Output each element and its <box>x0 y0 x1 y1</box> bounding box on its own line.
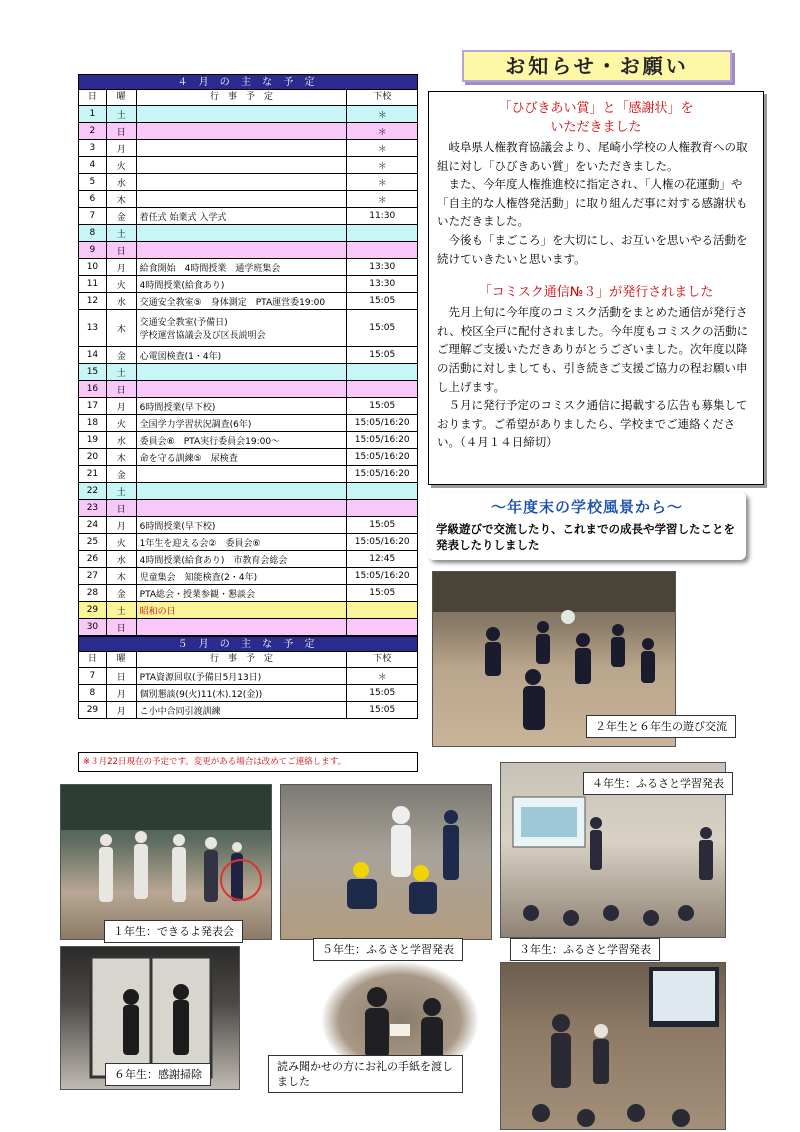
schedule-row <box>78 398 418 415</box>
row-event <box>137 685 348 701</box>
schedule-row <box>78 347 418 364</box>
col-event: 行 事 予 定 <box>137 90 348 105</box>
schedule-row <box>78 568 418 585</box>
row-event-text: 4時間授業(給食あり) <box>139 280 225 291</box>
april-header: ４ 月 の 主 な 予 定 <box>78 74 418 90</box>
row-event <box>137 551 348 567</box>
row-day: 30 <box>79 619 107 635</box>
schedule-row <box>78 191 418 208</box>
row-dismiss-time: 15:05 <box>369 705 396 715</box>
comisk-title: 「コミスク通信№３」が発行されました <box>478 285 714 301</box>
row-event <box>137 242 348 258</box>
row-dismiss-time: 15:05 <box>369 323 396 333</box>
col-day: 日 <box>79 90 107 105</box>
photo-grade1 <box>60 784 272 940</box>
schedule-row <box>78 449 418 466</box>
row-event <box>137 415 348 431</box>
row-dismiss-time: 15:05/16:20 <box>354 571 410 581</box>
row-event-text: PTA資源回収(予備日5月13日) <box>139 672 262 683</box>
row-event-text: 着任式 始業式 入学式 <box>139 212 227 223</box>
photo-grade5 <box>280 784 492 940</box>
row-event <box>137 191 348 207</box>
schedule-row <box>78 208 418 225</box>
photo-grade3 <box>500 962 726 1130</box>
row-day: 8 <box>79 225 107 241</box>
row-day: 13 <box>79 310 107 346</box>
row-day: 24 <box>79 517 107 533</box>
row-event <box>137 225 348 241</box>
schedule-row <box>78 174 418 191</box>
row-day: 11 <box>79 276 107 292</box>
row-weekday: 日 <box>107 500 137 516</box>
row-day: 2 <box>79 123 107 139</box>
row-event <box>137 534 348 550</box>
row-event <box>137 500 348 516</box>
row-weekday: 木 <box>107 568 137 584</box>
row-dismiss-time: ＊ <box>377 144 387 155</box>
schedule-row <box>78 551 418 568</box>
row-event <box>137 259 348 275</box>
row-dismiss-time: 13:30 <box>369 262 396 272</box>
scenes-banner <box>428 492 746 560</box>
row-weekday: 日 <box>107 668 137 684</box>
row-day: 20 <box>79 449 107 465</box>
row-weekday: 日 <box>107 242 137 258</box>
schedule-row <box>78 140 418 157</box>
row-event <box>137 398 348 414</box>
row-dismiss-time: 12:45 <box>369 554 396 564</box>
row-weekday: 日 <box>107 123 137 139</box>
schedule-row <box>78 685 418 702</box>
row-dismiss-time: 15:05 <box>369 296 396 306</box>
schedule-row <box>78 432 418 449</box>
scenes-title: ～年度末の学校風景から～ <box>490 498 683 516</box>
caption-grade6: ６年生：感謝掃除 <box>105 1063 211 1086</box>
row-day: 15 <box>79 364 107 380</box>
row-dismiss-time: 15:05/16:20 <box>354 537 410 547</box>
scenes-subtitle: 学級遊びで交流したり、これまでの成長や学習したことを発表したりしました <box>436 522 735 552</box>
row-weekday: 水 <box>107 174 137 190</box>
row-weekday: 木 <box>107 449 137 465</box>
row-day: 26 <box>79 551 107 567</box>
col-event: 行 事 予 定 <box>137 652 348 667</box>
row-dismiss-time: ＊ <box>377 161 387 172</box>
students-demonstrating-icon <box>281 785 492 940</box>
row-day: 23 <box>79 500 107 516</box>
row-event <box>137 310 348 346</box>
may-header: ５ 月 の 主 な 予 定 <box>78 636 418 652</box>
col-dismiss: 下校 <box>373 92 392 102</box>
row-weekday: 金 <box>107 208 137 224</box>
row-dismiss-time: 15:05 <box>369 401 396 411</box>
row-day: 16 <box>79 381 107 397</box>
schedule-row <box>78 123 418 140</box>
row-day: 12 <box>79 293 107 309</box>
award-paragraph: 岐阜県人権教育協議会より、尾崎小学校の人権教育への取組に対し「ひびきあい賞」をいただきました。 <box>437 140 748 173</box>
students-screen-icon <box>501 963 726 1130</box>
may-column-headers <box>78 652 418 668</box>
row-weekday: 土 <box>107 602 137 618</box>
row-event <box>137 517 348 533</box>
schedule-row <box>78 466 418 483</box>
row-day: 27 <box>79 568 107 584</box>
row-dismiss-time: ＊ <box>377 110 387 121</box>
row-dismiss-time <box>347 619 417 635</box>
april-column-headers <box>78 90 418 106</box>
schedule-row <box>78 668 418 685</box>
row-event <box>137 668 348 684</box>
row-day: 8 <box>79 685 107 701</box>
row-event <box>137 702 348 718</box>
row-event-text: 6時間授業(早下校) <box>139 402 216 413</box>
row-day: 5 <box>79 174 107 190</box>
schedule-row <box>78 415 418 432</box>
row-day: 4 <box>79 157 107 173</box>
schedule-row <box>78 534 418 551</box>
row-weekday: 月 <box>107 685 137 701</box>
schedule-row <box>78 310 418 347</box>
row-dismiss-time <box>347 242 417 258</box>
col-weekday: 曜 <box>107 652 137 667</box>
row-weekday: 土 <box>107 225 137 241</box>
schedule-row <box>78 619 418 636</box>
row-event <box>137 174 348 190</box>
schedule-row <box>78 106 418 123</box>
row-event-text: 児童集会 知能検査(2・4年) <box>139 572 258 583</box>
row-day: 7 <box>79 208 107 224</box>
schedule-row <box>78 500 418 517</box>
row-event-text: 個別懇談(9(火)11(木).12(金)) <box>139 689 263 700</box>
row-dismiss-time: ＊ <box>377 178 387 189</box>
row-dismiss-time: 15:05 <box>369 688 396 698</box>
comisk-paragraph: ５月に発行予定のコミスク通信に掲載する広告も募集しております。ご希望がありましたら、学校までご連絡ください。（４月１４日締切） <box>437 398 748 450</box>
schedule-row <box>78 381 418 398</box>
row-event-text: 心電図検査(1・4年) <box>139 351 222 362</box>
row-event-text: 委員会⑥ PTA実行委員会19:00～ <box>139 436 281 447</box>
row-weekday: 金 <box>107 347 137 363</box>
schedule-row <box>78 602 418 619</box>
row-event <box>137 432 348 448</box>
row-dismiss-time: ＊ <box>377 672 387 683</box>
row-day: 1 <box>79 106 107 122</box>
award-paragraph: また、今年度人権推進校に指定され、「人権の花運動」や「自主的な人権啓発活動」に取り組んだ事に対する感謝状もいただきました。 <box>437 177 748 229</box>
row-event-text: 4時間授業(給食あり) 市教育会総会 <box>139 555 288 566</box>
row-dismiss-time <box>347 225 417 241</box>
may-rows <box>78 668 418 719</box>
row-event-text: 命を守る訓練⑤ 尿検査 <box>139 453 238 464</box>
row-event <box>137 140 348 156</box>
caption-grade1: １年生：できるよ発表会 <box>104 920 243 943</box>
row-day: 21 <box>79 466 107 482</box>
row-weekday: 水 <box>107 293 137 309</box>
row-event <box>137 364 348 380</box>
schedule-table <box>78 74 418 719</box>
schedule-row <box>78 702 418 719</box>
row-weekday: 月 <box>107 702 137 718</box>
schedule-row <box>78 259 418 276</box>
row-dismiss-time: 15:05 <box>369 350 396 360</box>
row-event-text: 交通安全教室(予備日) <box>139 318 228 328</box>
row-day: 6 <box>79 191 107 207</box>
row-day: 9 <box>79 242 107 258</box>
row-day: 29 <box>79 602 107 618</box>
row-day: 10 <box>79 259 107 275</box>
row-event-text: 1年生を迎える会② 委員会⑥ <box>139 538 261 549</box>
row-weekday: 日 <box>107 381 137 397</box>
caption-play: ２年生と６年生の遊び交流 <box>586 715 736 738</box>
row-event <box>137 449 348 465</box>
schedule-row <box>78 293 418 310</box>
row-event <box>137 347 348 363</box>
schedule-row <box>78 483 418 500</box>
row-day: 14 <box>79 347 107 363</box>
row-day: 22 <box>79 483 107 499</box>
row-dismiss-time: 11:30 <box>369 211 396 221</box>
comisk-paragraph: 先月上旬に今年度のコミスク活動をまとめた通信が発行され、校区全戸に配付されました。今年度もコミスクの活動にご理解ご支援いただきありがとうございました。次年度以降の活動に対しましても、引き続きご支援ご協力の程お願い申し上げます。 <box>437 305 749 394</box>
row-dismiss-time <box>347 381 417 397</box>
col-day: 日 <box>79 652 107 667</box>
row-dismiss-time: 15:05/16:20 <box>354 452 410 462</box>
row-weekday: 金 <box>107 585 137 601</box>
row-dismiss-time: 15:05/16:20 <box>354 418 410 428</box>
row-event <box>137 585 348 601</box>
caption-grade3: ３年生：ふるさと学習発表 <box>510 938 660 961</box>
notices-box <box>428 91 764 485</box>
row-event <box>137 276 348 292</box>
row-dismiss-time: ＊ <box>377 195 387 206</box>
schedule-note: ※３月22日現在の予定です。変更がある場合は改めてご連絡します。 <box>78 752 418 772</box>
row-event <box>137 123 348 139</box>
award-title-line2: いただきました <box>550 120 642 135</box>
row-dismiss-time: 15:05 <box>369 520 396 530</box>
row-event <box>137 568 348 584</box>
schedule-row <box>78 242 418 259</box>
row-event <box>137 466 348 482</box>
row-weekday: 月 <box>107 140 137 156</box>
col-weekday: 曜 <box>107 90 137 105</box>
row-day: 17 <box>79 398 107 414</box>
row-weekday: 木 <box>107 310 137 346</box>
award-title: 「ひびきあい賞」と「感謝状」を <box>498 101 694 116</box>
row-event-text: こ小中合同引渡訓練 <box>139 706 221 717</box>
row-weekday: 月 <box>107 517 137 533</box>
row-day: 29 <box>79 702 107 718</box>
schedule-row <box>78 157 418 174</box>
schedule-row <box>78 585 418 602</box>
col-dismiss: 下校 <box>373 654 392 664</box>
row-weekday: 月 <box>107 398 137 414</box>
row-dismiss-time <box>347 364 417 380</box>
row-weekday: 日 <box>107 619 137 635</box>
row-day: 19 <box>79 432 107 448</box>
row-event-text: 6時間授業(早下校) <box>139 521 216 532</box>
row-event-text: 昭和の日 <box>139 606 176 617</box>
row-weekday: 土 <box>107 483 137 499</box>
row-weekday: 火 <box>107 157 137 173</box>
april-rows <box>78 106 418 636</box>
row-dismiss-time: ＊ <box>377 127 387 138</box>
row-weekday: 火 <box>107 534 137 550</box>
schedule-row <box>78 364 418 381</box>
row-event-text: PTA総会・授業参観・懇談会 <box>139 589 256 600</box>
row-day: 7 <box>79 668 107 684</box>
row-event-text: 全国学力学習状況調査(6年) <box>139 419 252 430</box>
schedule-row <box>78 517 418 534</box>
row-weekday: 水 <box>107 432 137 448</box>
row-dismiss-time: 15:05/16:20 <box>354 469 410 479</box>
row-dismiss-time: 15:05 <box>369 588 396 598</box>
caption-grade5: ５年生：ふるさと学習発表 <box>313 938 463 961</box>
row-event-text: 学校運営協議会及び区長説明会 <box>139 331 266 341</box>
row-event <box>137 157 348 173</box>
row-weekday: 土 <box>107 364 137 380</box>
row-weekday: 火 <box>107 415 137 431</box>
caption-grade4: ４年生：ふるさと学習発表 <box>583 772 733 795</box>
award-paragraph: 今後も「まごころ」を大切にし、お互いを思いやる活動を続けていきたいと思います。 <box>437 232 748 266</box>
row-dismiss-time <box>347 602 417 618</box>
row-event <box>137 602 348 618</box>
row-dismiss-time <box>347 500 417 516</box>
row-weekday: 木 <box>107 191 137 207</box>
row-event <box>137 106 348 122</box>
row-weekday: 月 <box>107 259 137 275</box>
row-weekday: 金 <box>107 466 137 482</box>
notices-banner: お知らせ・お願い <box>462 50 732 82</box>
row-event-text: 給食開始 4時間授業 通学班集会 <box>139 263 281 274</box>
caption-letter: 読み聞かせの方にお礼の手紙を渡しました <box>268 1055 463 1093</box>
row-event <box>137 208 348 224</box>
schedule-row <box>78 276 418 293</box>
row-weekday: 水 <box>107 551 137 567</box>
row-weekday: 火 <box>107 276 137 292</box>
schedule-row <box>78 225 418 242</box>
row-day: 25 <box>79 534 107 550</box>
row-day: 18 <box>79 415 107 431</box>
row-event <box>137 293 348 309</box>
row-dismiss-time: 15:05/16:20 <box>354 435 410 445</box>
students-presenting-icon <box>61 785 272 940</box>
row-event-text: 交通安全教室⑤ 身体測定 PTA運営委19:00 <box>139 297 326 308</box>
row-day: 3 <box>79 140 107 156</box>
row-event <box>137 619 348 635</box>
row-event <box>137 483 348 499</box>
row-day: 28 <box>79 585 107 601</box>
row-weekday: 土 <box>107 106 137 122</box>
row-dismiss-time <box>347 483 417 499</box>
row-dismiss-time: 13:30 <box>369 279 396 289</box>
row-event <box>137 381 348 397</box>
